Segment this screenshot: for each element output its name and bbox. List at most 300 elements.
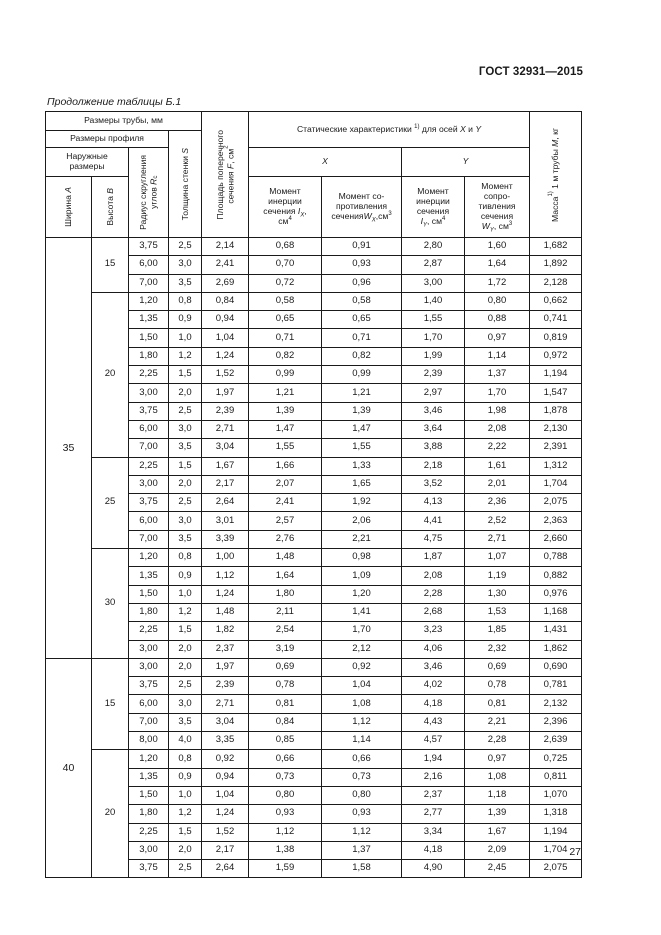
value-cell: 0,85: [249, 732, 322, 750]
value-cell: 3,23: [402, 622, 465, 640]
value-cell: 2,06: [322, 512, 402, 530]
value-cell: 1,80: [249, 585, 322, 603]
value-cell: 2,18: [402, 457, 465, 475]
value-cell: 4,41: [402, 512, 465, 530]
value-cell: 2,54: [249, 622, 322, 640]
value-cell: 0,93: [249, 805, 322, 823]
value-cell: 6,00: [129, 695, 169, 713]
value-cell: 3,5: [169, 439, 202, 457]
value-cell: 2,0: [169, 475, 202, 493]
value-cell: 1,00: [202, 549, 249, 567]
value-cell: 1,20: [129, 750, 169, 768]
header-axis-x: X: [249, 148, 402, 177]
value-cell: 2,14: [202, 238, 249, 256]
value-cell: 3,00: [129, 640, 169, 658]
value-cell: 2,68: [402, 603, 465, 621]
value-cell: 3,52: [402, 475, 465, 493]
value-cell: 1,318: [530, 805, 582, 823]
value-cell: 0,68: [249, 238, 322, 256]
value-cell: 1,168: [530, 603, 582, 621]
table-row: [46, 549, 582, 567]
value-cell: 6,00: [129, 256, 169, 274]
value-cell: 1,70: [465, 384, 530, 402]
value-cell: 1,21: [322, 384, 402, 402]
value-cell: 1,67: [202, 457, 249, 475]
value-cell: 1,704: [530, 475, 582, 493]
value-cell: 0,84: [249, 713, 322, 731]
value-cell: 1,878: [530, 402, 582, 420]
value-cell: 1,20: [129, 292, 169, 310]
value-cell: 1,65: [322, 475, 402, 493]
header-tube-sizes: Размеры трубы, мм: [46, 112, 202, 131]
value-cell: 1,704: [530, 841, 582, 859]
value-cell: 1,97: [202, 658, 249, 676]
header-axis-y: Y: [402, 148, 530, 177]
value-cell: 2,0: [169, 841, 202, 859]
value-cell: 0,82: [322, 347, 402, 365]
value-cell: 0,58: [322, 292, 402, 310]
value-cell: 0,69: [249, 658, 322, 676]
value-cell: 0,882: [530, 567, 582, 585]
header-wall: Толщина стенки S: [169, 131, 202, 238]
value-cell: 1,5: [169, 457, 202, 475]
value-cell: 3,64: [402, 420, 465, 438]
value-cell: 2,07: [249, 475, 322, 493]
value-cell: 1,98: [465, 402, 530, 420]
value-cell: 3,5: [169, 274, 202, 292]
value-cell: 3,00: [402, 274, 465, 292]
value-cell: 4,0: [169, 732, 202, 750]
value-cell: 2,71: [465, 530, 530, 548]
value-cell: 0,811: [530, 768, 582, 786]
document-code: ГОСТ 32931—2015: [478, 66, 583, 78]
value-cell: 2,25: [129, 823, 169, 841]
value-cell: 1,58: [322, 860, 402, 878]
value-cell: 1,64: [465, 256, 530, 274]
value-cell: 1,070: [530, 786, 582, 804]
value-cell: 0,98: [322, 549, 402, 567]
value-cell: 1,35: [129, 768, 169, 786]
value-cell: 0,81: [465, 695, 530, 713]
value-cell: 0,84: [202, 292, 249, 310]
table-caption: Продолжение таблицы Б.1: [47, 96, 182, 108]
value-cell: 0,8: [169, 750, 202, 768]
value-cell: 2,5: [169, 860, 202, 878]
header-wy: Момент сопро- тивления сечения $W_Y$, $см^3$: [465, 177, 530, 238]
value-cell: 1,67: [465, 823, 530, 841]
value-cell: 0,94: [202, 311, 249, 329]
value-cell: 1,52: [202, 366, 249, 384]
value-cell: 1,5: [169, 823, 202, 841]
height-b-cell: 15: [92, 238, 129, 293]
value-cell: 1,09: [322, 567, 402, 585]
value-cell: 2,39: [202, 677, 249, 695]
value-cell: 2,41: [202, 256, 249, 274]
value-cell: 2,37: [402, 786, 465, 804]
value-cell: 1,12: [249, 823, 322, 841]
value-cell: 0,9: [169, 768, 202, 786]
height-b-cell: 25: [92, 457, 129, 548]
value-cell: 2,5: [169, 402, 202, 420]
value-cell: 0,81: [249, 695, 322, 713]
header-outer-sizes: Наружные размеры: [46, 148, 129, 177]
value-cell: 1,24: [202, 585, 249, 603]
value-cell: 4,06: [402, 640, 465, 658]
value-cell: 0,9: [169, 311, 202, 329]
value-cell: 3,04: [202, 439, 249, 457]
value-cell: 1,892: [530, 256, 582, 274]
value-cell: 1,50: [129, 585, 169, 603]
value-cell: 4,13: [402, 494, 465, 512]
value-cell: 1,862: [530, 640, 582, 658]
value-cell: 2,09: [465, 841, 530, 859]
value-cell: 3,0: [169, 420, 202, 438]
value-cell: 2,80: [402, 238, 465, 256]
table-row: [46, 658, 582, 676]
value-cell: 1,04: [322, 677, 402, 695]
value-cell: 4,43: [402, 713, 465, 731]
value-cell: 1,50: [129, 329, 169, 347]
value-cell: 2,39: [402, 366, 465, 384]
value-cell: 1,35: [129, 311, 169, 329]
value-cell: 0,69: [465, 658, 530, 676]
value-cell: 1,21: [249, 384, 322, 402]
value-cell: 0,82: [249, 347, 322, 365]
value-cell: 3,39: [202, 530, 249, 548]
value-cell: 0,73: [322, 768, 402, 786]
value-cell: 2,17: [202, 475, 249, 493]
value-cell: 0,972: [530, 347, 582, 365]
height-b-cell: 20: [92, 292, 129, 457]
value-cell: 1,33: [322, 457, 402, 475]
value-cell: 0,73: [249, 768, 322, 786]
value-cell: 1,87: [402, 549, 465, 567]
value-cell: 1,92: [322, 494, 402, 512]
value-cell: 1,0: [169, 585, 202, 603]
value-cell: 1,50: [129, 786, 169, 804]
value-cell: 2,5: [169, 238, 202, 256]
value-cell: 1,194: [530, 366, 582, 384]
value-cell: 0,8: [169, 549, 202, 567]
value-cell: 1,97: [202, 384, 249, 402]
header-mass: Масса$^{1)}$ 1 м трубы M, кг: [530, 112, 582, 238]
value-cell: 0,788: [530, 549, 582, 567]
value-cell: 0,65: [322, 311, 402, 329]
value-cell: 0,66: [249, 750, 322, 768]
value-cell: 1,2: [169, 347, 202, 365]
value-cell: 4,02: [402, 677, 465, 695]
value-cell: 3,00: [129, 658, 169, 676]
value-cell: 1,24: [202, 805, 249, 823]
value-cell: 2,28: [402, 585, 465, 603]
value-cell: 1,70: [402, 329, 465, 347]
value-cell: 2,22: [465, 439, 530, 457]
value-cell: 3,19: [249, 640, 322, 658]
height-b-cell: 30: [92, 549, 129, 659]
value-cell: 4,18: [402, 841, 465, 859]
value-cell: 0,80: [249, 786, 322, 804]
value-cell: 4,57: [402, 732, 465, 750]
value-cell: 0,96: [322, 274, 402, 292]
value-cell: 2,25: [129, 457, 169, 475]
value-cell: 1,37: [322, 841, 402, 859]
value-cell: 2,37: [202, 640, 249, 658]
value-cell: 0,70: [249, 256, 322, 274]
value-cell: 0,819: [530, 329, 582, 347]
value-cell: 2,69: [202, 274, 249, 292]
value-cell: 1,12: [202, 567, 249, 585]
value-cell: 1,0: [169, 786, 202, 804]
height-b-cell: 15: [92, 658, 129, 749]
value-cell: 6,00: [129, 420, 169, 438]
value-cell: 2,396: [530, 713, 582, 731]
value-cell: 3,5: [169, 713, 202, 731]
value-cell: 2,5: [169, 494, 202, 512]
value-cell: 1,47: [249, 420, 322, 438]
value-cell: 1,2: [169, 603, 202, 621]
value-cell: 6,00: [129, 512, 169, 530]
value-cell: 0,8: [169, 292, 202, 310]
value-cell: 0,976: [530, 585, 582, 603]
value-cell: 1,48: [249, 549, 322, 567]
value-cell: 1,59: [249, 860, 322, 878]
value-cell: 1,5: [169, 366, 202, 384]
value-cell: 2,08: [465, 420, 530, 438]
value-cell: 1,04: [202, 329, 249, 347]
value-cell: 2,01: [465, 475, 530, 493]
value-cell: 0,88: [465, 311, 530, 329]
width-a-cell: 40: [46, 658, 92, 878]
value-cell: 0,80: [322, 786, 402, 804]
value-cell: 1,60: [465, 238, 530, 256]
value-cell: 1,682: [530, 238, 582, 256]
value-cell: 2,45: [465, 860, 530, 878]
height-b-cell: 20: [92, 750, 129, 878]
value-cell: 2,71: [202, 420, 249, 438]
value-cell: 0,741: [530, 311, 582, 329]
value-cell: 3,0: [169, 256, 202, 274]
value-cell: 1,08: [465, 768, 530, 786]
value-cell: 0,99: [322, 366, 402, 384]
value-cell: 1,24: [202, 347, 249, 365]
value-cell: 0,66: [322, 750, 402, 768]
value-cell: 1,52: [202, 823, 249, 841]
value-cell: 0,662: [530, 292, 582, 310]
header-width-a: Ширина A: [46, 177, 92, 238]
value-cell: 4,18: [402, 695, 465, 713]
value-cell: 2,0: [169, 640, 202, 658]
value-cell: 1,61: [465, 457, 530, 475]
value-cell: 3,75: [129, 402, 169, 420]
header-wx: Момент со- противления $сеченияW_X,см^3$: [322, 177, 402, 238]
value-cell: 0,78: [249, 677, 322, 695]
value-cell: 0,690: [530, 658, 582, 676]
value-cell: 3,88: [402, 439, 465, 457]
value-cell: 7,00: [129, 439, 169, 457]
value-cell: 8,00: [129, 732, 169, 750]
value-cell: 1,85: [465, 622, 530, 640]
page-number: 27: [569, 846, 581, 858]
value-cell: 0,93: [322, 805, 402, 823]
value-cell: 1,04: [202, 786, 249, 804]
value-cell: 2,57: [249, 512, 322, 530]
value-cell: 0,781: [530, 677, 582, 695]
value-cell: 2,41: [249, 494, 322, 512]
header-radius: Радиус скругления углов $R_c$: [129, 148, 169, 238]
table-row: [46, 292, 582, 310]
value-cell: 7,00: [129, 713, 169, 731]
value-cell: 3,0: [169, 512, 202, 530]
value-cell: 1,99: [402, 347, 465, 365]
profile-table: [45, 111, 582, 878]
value-cell: 0,97: [465, 750, 530, 768]
header-ix: Момент инерции сечения $I_X$, $см^4$: [249, 177, 322, 238]
value-cell: 0,99: [249, 366, 322, 384]
value-cell: 0,94: [202, 768, 249, 786]
value-cell: 1,53: [465, 603, 530, 621]
value-cell: 0,71: [322, 329, 402, 347]
value-cell: 2,0: [169, 384, 202, 402]
value-cell: 1,08: [322, 695, 402, 713]
value-cell: 3,00: [129, 841, 169, 859]
header-profile-sizes: Размеры профиля: [46, 131, 169, 148]
value-cell: 1,20: [322, 585, 402, 603]
value-cell: 1,94: [402, 750, 465, 768]
value-cell: 2,0: [169, 658, 202, 676]
value-cell: 2,87: [402, 256, 465, 274]
value-cell: 1,39: [322, 402, 402, 420]
value-cell: 1,80: [129, 603, 169, 621]
value-cell: 1,194: [530, 823, 582, 841]
value-cell: 2,132: [530, 695, 582, 713]
value-cell: 3,34: [402, 823, 465, 841]
value-cell: 2,17: [202, 841, 249, 859]
value-cell: 2,639: [530, 732, 582, 750]
value-cell: 2,075: [530, 860, 582, 878]
value-cell: 1,55: [249, 439, 322, 457]
value-cell: 2,11: [249, 603, 322, 621]
value-cell: 1,70: [322, 622, 402, 640]
value-cell: 1,14: [322, 732, 402, 750]
value-cell: 3,04: [202, 713, 249, 731]
value-cell: 2,5: [169, 677, 202, 695]
value-cell: 2,363: [530, 512, 582, 530]
value-cell: 1,18: [465, 786, 530, 804]
value-cell: 3,75: [129, 494, 169, 512]
value-cell: 2,77: [402, 805, 465, 823]
value-cell: 3,46: [402, 658, 465, 676]
value-cell: 2,97: [402, 384, 465, 402]
value-cell: 0,65: [249, 311, 322, 329]
value-cell: 1,2: [169, 805, 202, 823]
value-cell: 0,93: [322, 256, 402, 274]
value-cell: 3,46: [402, 402, 465, 420]
value-cell: 1,80: [129, 805, 169, 823]
value-cell: 0,58: [249, 292, 322, 310]
table-row: [46, 457, 582, 475]
value-cell: 1,5: [169, 622, 202, 640]
value-cell: 1,35: [129, 567, 169, 585]
value-cell: 0,725: [530, 750, 582, 768]
value-cell: 0,71: [249, 329, 322, 347]
value-cell: 2,32: [465, 640, 530, 658]
value-cell: 1,39: [249, 402, 322, 420]
value-cell: 2,36: [465, 494, 530, 512]
value-cell: 2,76: [249, 530, 322, 548]
value-cell: 1,40: [402, 292, 465, 310]
value-cell: 2,075: [530, 494, 582, 512]
value-cell: 2,21: [465, 713, 530, 731]
value-cell: 3,01: [202, 512, 249, 530]
value-cell: 3,75: [129, 238, 169, 256]
value-cell: 1,312: [530, 457, 582, 475]
table-row: [46, 238, 582, 256]
value-cell: 1,82: [202, 622, 249, 640]
value-cell: 1,12: [322, 823, 402, 841]
value-cell: 2,08: [402, 567, 465, 585]
value-cell: 1,0: [169, 329, 202, 347]
value-cell: 2,16: [402, 768, 465, 786]
value-cell: 0,97: [465, 329, 530, 347]
value-cell: 2,25: [129, 366, 169, 384]
value-cell: 1,20: [129, 549, 169, 567]
value-cell: 1,431: [530, 622, 582, 640]
value-cell: 1,12: [322, 713, 402, 731]
value-cell: 1,48: [202, 603, 249, 621]
value-cell: 4,90: [402, 860, 465, 878]
value-cell: 2,391: [530, 439, 582, 457]
value-cell: 1,30: [465, 585, 530, 603]
value-cell: 1,07: [465, 549, 530, 567]
value-cell: 1,66: [249, 457, 322, 475]
value-cell: 1,39: [465, 805, 530, 823]
value-cell: 2,39: [202, 402, 249, 420]
value-cell: 2,128: [530, 274, 582, 292]
value-cell: 7,00: [129, 274, 169, 292]
value-cell: 1,547: [530, 384, 582, 402]
value-cell: 3,5: [169, 530, 202, 548]
value-cell: 2,130: [530, 420, 582, 438]
header-iy: Момент инерции сечения $I_Y$, $см^4$: [402, 177, 465, 238]
header-area: Площадь поперечного сечения F, $см^2$: [202, 112, 249, 238]
value-cell: 1,72: [465, 274, 530, 292]
value-cell: 1,55: [322, 439, 402, 457]
width-a-cell: 35: [46, 238, 92, 659]
value-cell: 1,37: [465, 366, 530, 384]
value-cell: 3,35: [202, 732, 249, 750]
value-cell: 2,25: [129, 622, 169, 640]
value-cell: 2,21: [322, 530, 402, 548]
value-cell: 1,19: [465, 567, 530, 585]
value-cell: 2,52: [465, 512, 530, 530]
value-cell: 2,28: [465, 732, 530, 750]
value-cell: 3,75: [129, 677, 169, 695]
value-cell: 0,72: [249, 274, 322, 292]
value-cell: 2,660: [530, 530, 582, 548]
value-cell: 4,75: [402, 530, 465, 548]
value-cell: 1,41: [322, 603, 402, 621]
value-cell: 3,0: [169, 695, 202, 713]
value-cell: 0,9: [169, 567, 202, 585]
value-cell: 0,92: [322, 658, 402, 676]
value-cell: 1,55: [402, 311, 465, 329]
value-cell: 2,64: [202, 494, 249, 512]
value-cell: 1,80: [129, 347, 169, 365]
value-cell: 0,91: [322, 238, 402, 256]
value-cell: 0,80: [465, 292, 530, 310]
value-cell: 3,00: [129, 384, 169, 402]
value-cell: 3,75: [129, 860, 169, 878]
